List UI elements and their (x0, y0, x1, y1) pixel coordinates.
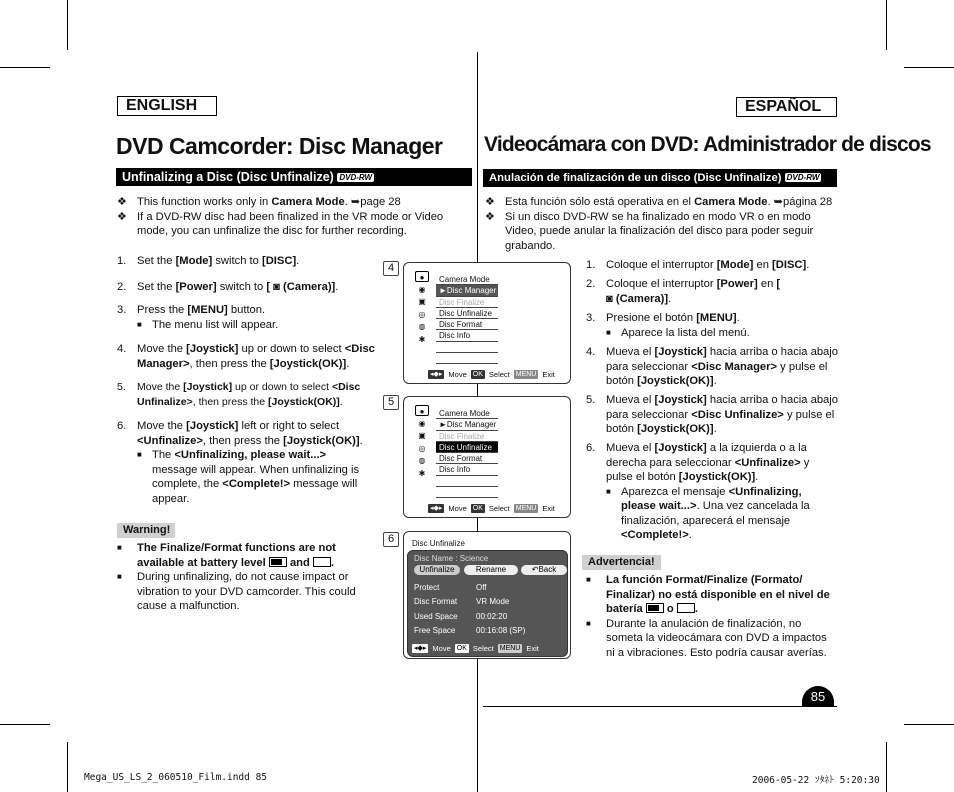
menu-nav-bar: ◂◆▸ Move OK Select MENU Exit (430, 370, 555, 379)
warning-label-spanish: Advertencia! (582, 555, 661, 570)
menu-nav-bar: ◂◆▸ Move OK Select MENU Exit (430, 504, 555, 513)
record-icon: ◎ (418, 309, 426, 319)
unfinalize-button[interactable]: Unfinalize (414, 565, 460, 575)
page-title-english: DVD Camcorder: Disc Manager (116, 133, 443, 159)
menu-item-empty (436, 476, 498, 487)
step-6-spanish: 6. Mueva el [Joystick] a la izquierda o a la derecha para seleccionar <Unfinalize> y pulse el botón [Joystick(OK)]. ■ Aparezca el mensaje <Unfinalizing, please wait...>. Una vez cancelada la finalización, aparecerá el mensaje <Complete!>. (586, 442, 810, 541)
menu-screen-step-4 (403, 262, 571, 384)
menu-list (436, 274, 498, 364)
menu-item-disc-info[interactable]: Disc Info (436, 464, 498, 475)
language-tag-spanish: ESPAÑOL (736, 97, 837, 117)
screen-number-4: 4 (383, 261, 399, 276)
ok-key: OK (456, 645, 467, 652)
square-bullet-icon: ■ (606, 327, 611, 337)
menu-item-disc-manager[interactable]: ►Disc Manager (436, 285, 498, 296)
square-bullet-icon: ■ (137, 319, 142, 329)
camera-mode-icon: ● (415, 271, 429, 282)
menu-nav-bar: ◂◆▸ Move OK Select MENU Exit (414, 644, 539, 653)
crop-mark (886, 742, 887, 792)
dvd-rw-badge: DVD-RW (786, 173, 820, 182)
section-title: Anulación de finalización de un disco (Disc Unfinalize) (489, 172, 782, 184)
section-header-spanish (483, 169, 837, 187)
menu-item-disc-finalize[interactable]: Disc Finalize (436, 431, 498, 442)
crop-mark (886, 0, 887, 50)
menu-screen-step-5 (403, 396, 571, 518)
battery-empty-icon (677, 603, 695, 613)
footer-timestamp: 2006-05-22 ｿﾀﾈﾄ 5:20:30 (752, 775, 880, 786)
battery-low-icon (646, 603, 664, 613)
bullet-item: ❖ If a DVD-RW disc had been finalized in the VR mode or Video mode, you can unfinalize the disc for further recording. (117, 210, 444, 237)
joystick-move-icon: ◂◆▸ (430, 505, 443, 512)
bullet-item: ❖ This function works only in Camera Mode. ➥page 28 (117, 196, 401, 208)
crop-mark (904, 724, 954, 725)
square-bullet-icon: ■ (586, 618, 591, 628)
menu-item-empty (436, 487, 498, 498)
square-bullet-icon: ■ (606, 486, 611, 496)
menu-item-disc-unfinalize[interactable]: Disc Unfinalize (436, 308, 498, 319)
info-row-free-space: Free Space 00:16:08 (SP) (414, 626, 526, 635)
dvd-rw-badge: DVD-RW (339, 173, 373, 182)
menu-icon-column (412, 405, 432, 480)
menu-item-disc-format[interactable]: Disc Format (436, 453, 498, 464)
step-3-english: 3. Press the [MENU] button. ■ The menu list will appear. (117, 304, 279, 331)
menu-item-disc-info[interactable]: Disc Info (436, 330, 498, 341)
square-bullet-icon: ■ (117, 543, 122, 552)
diamond-bullet-icon: ❖ (117, 210, 128, 223)
warning-label-english: Warning! (117, 523, 175, 538)
menu-item-camera-mode[interactable]: Camera Mode (436, 408, 498, 419)
info-row-protect: Protect Off (414, 583, 487, 592)
step-4-english: 4. Move the [Joystick] up or down to select <Disc Manager>, then press the [Joystick(OK)]. (117, 343, 375, 370)
disc-info-panel (407, 550, 568, 657)
step-1-spanish: 1. Coloque el interruptor [Mode] en [DISC]. (586, 259, 810, 271)
step-1-english: 1. Set the [Mode] switch to [DISC]. (117, 255, 300, 267)
footer-file-info: Mega_US_LS_2_060510_Film.indd 85 (84, 772, 268, 783)
setup-icon: ✱ (418, 468, 426, 478)
crop-mark (0, 67, 50, 68)
disc-icon: ◉ (418, 284, 426, 294)
section-header-english (116, 168, 472, 186)
crop-mark (67, 742, 68, 792)
menu-key: MENU (499, 645, 521, 652)
info-row-used-space: Used Space 00:02:20 (414, 612, 508, 621)
diamond-bullet-icon: ❖ (117, 196, 128, 208)
step-4-spanish: 4. Mueva el [Joystick] hacia arriba o hacia abajo para seleccionar <Disc Manager> y pulse el botón [Joystick(OK)]. (586, 346, 838, 387)
intro-bullets-english (117, 195, 457, 239)
back-arrow-icon: ↶ (531, 565, 539, 574)
ok-key: OK (472, 505, 483, 512)
camera-icon: ▣ (418, 431, 426, 440)
battery-empty-icon (313, 557, 331, 567)
diamond-bullet-icon: ❖ (485, 196, 496, 208)
camera-icon: ▣ (418, 297, 426, 306)
page-number: 85 (802, 686, 834, 706)
menu-item-empty (436, 342, 498, 353)
intro-bullets-spanish: ❖ Esta función sólo está operativa en el Camera Mode. ➥página 28 ❖ Si un disco DVD-RW se ha finalizado en modo VR o en modo Video, puede anular la finalización del disco para poder seguir grabando. (485, 196, 833, 252)
camera-mode-icon: ● (415, 405, 429, 416)
step-2-spanish: 2. Coloque el interruptor [Power] en [ ◙ (Camera)]. (586, 278, 781, 305)
disc-name: Disc Name : Science (414, 554, 489, 563)
menu-list (436, 408, 498, 498)
step-5-spanish: 5. Mueva el [Joystick] hacia arriba o hacia abajo para seleccionar <Disc Unfinalize> y pulse el botón [Joystick(OK)]. (586, 394, 838, 435)
menu-item-disc-finalize[interactable]: Disc Finalize (436, 297, 498, 308)
menu-item-empty (436, 353, 498, 364)
square-bullet-icon: ■ (117, 572, 122, 581)
menu-icon-column (412, 271, 432, 346)
screen-title: Disc Unfinalize (412, 539, 465, 548)
menu-item-disc-format[interactable]: Disc Format (436, 319, 498, 330)
disc-unfinalize-screen (403, 531, 571, 659)
square-bullet-icon: ■ (586, 575, 591, 584)
clock-icon: ◍ (418, 456, 426, 465)
battery-low-icon (269, 557, 287, 567)
step-3-spanish: 3. Presione el botón [MENU]. ■ Aparece la lista del menú. (586, 312, 750, 339)
setup-icon: ✱ (418, 334, 426, 344)
menu-item-camera-mode[interactable]: Camera Mode (436, 274, 498, 285)
crop-mark (904, 67, 954, 68)
menu-item-disc-manager[interactable]: ►Disc Manager (436, 419, 498, 430)
ok-key: OK (472, 371, 483, 378)
menu-item-disc-unfinalize[interactable]: Disc Unfinalize (436, 442, 498, 453)
crop-mark (67, 0, 68, 50)
screen-number-6: 6 (383, 532, 399, 547)
warning-list-spanish: ■ La función Format/Finalize (Formato/ Finalizar) no está disponible en el nivel de batería o . ■ Durante la anulación de finalización, no someta la videocámara con DVD a impactos ni a vibraciones. Esto podría causar averías. (586, 574, 830, 659)
disc-icon: ◉ (418, 418, 426, 428)
diamond-bullet-icon: ❖ (485, 210, 496, 223)
section-title: Unfinalizing a Disc (Disc Unfinalize) (122, 170, 334, 184)
crop-mark (0, 724, 50, 725)
record-icon: ◎ (418, 443, 426, 453)
step-5-english: 5. Move the [Joystick] up or down to select <Disc Unfinalize>, then press the [Joystick(OK)]. (117, 381, 361, 408)
menu-key: MENU (515, 371, 537, 378)
language-tag-english: ENGLISH (117, 96, 217, 116)
page-rule (483, 706, 837, 707)
square-bullet-icon: ■ (137, 450, 142, 459)
rename-button[interactable]: Rename (464, 565, 518, 575)
clock-icon: ◍ (418, 322, 426, 331)
page-title-spanish: Videocámara con DVD: Administrador de discos (484, 133, 931, 156)
menu-key: MENU (515, 505, 537, 512)
info-row-disc-format: Disc Format VR Mode (414, 597, 510, 606)
warning-list-english: ■ The Finalize/Format functions are not available at battery level and . ■ During unfinalizing, do not cause impact or vibration to your DVD camcorder. This could cause a malfunction. (117, 542, 356, 612)
screen-number-5: 5 (383, 395, 399, 410)
joystick-move-icon: ◂◆▸ (414, 645, 427, 652)
step-2-english: 2. Set the [Power] switch to [ ◙ (Camera)]. (117, 281, 339, 293)
step-6-english: 6. Move the [Joystick] left or right to select <Unfinalize>, then press the [Joystick(OK)]. ■ The <Unfinalizing, please wait...> message will appear. When unfinalizing is complete, the <Complete!> message will appear. (117, 420, 363, 505)
back-button[interactable]: ↶Back (521, 565, 567, 575)
joystick-move-icon: ◂◆▸ (430, 371, 443, 378)
